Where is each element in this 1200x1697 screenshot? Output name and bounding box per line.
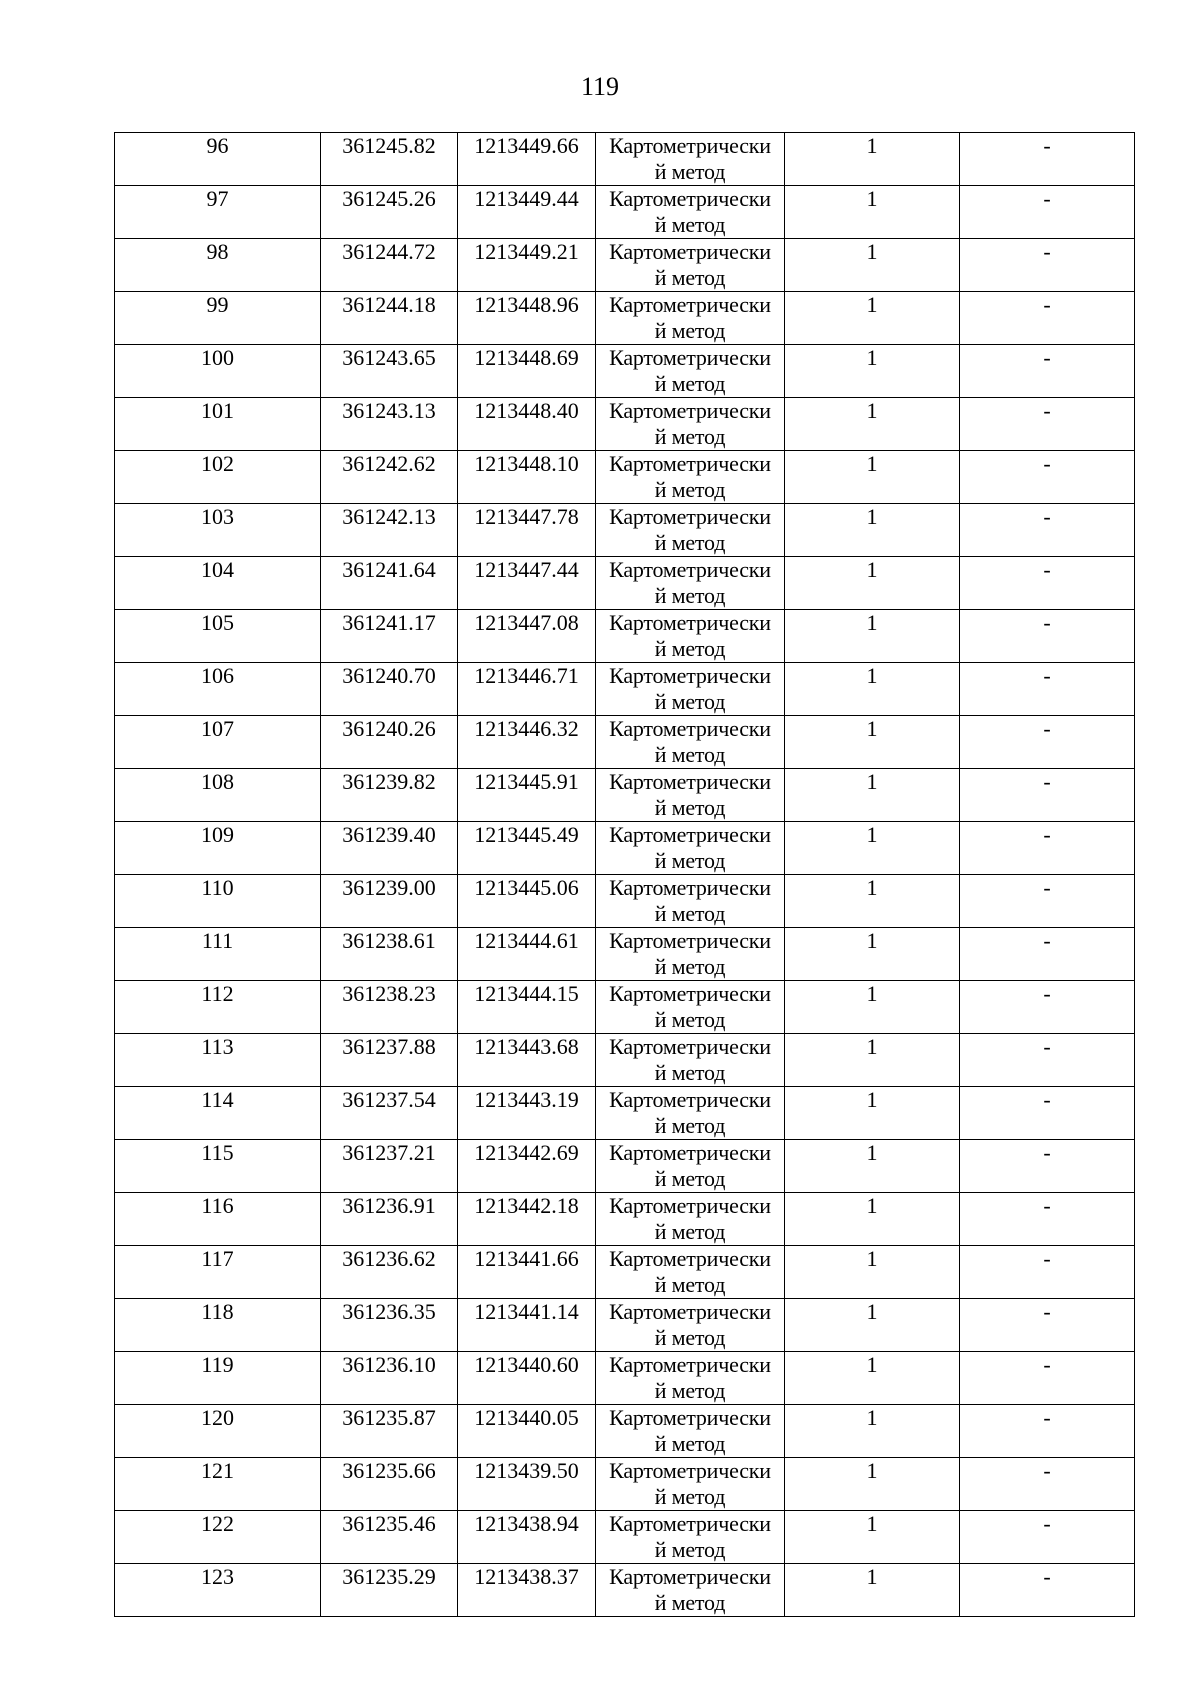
note-cell: - — [960, 928, 1135, 981]
note-cell: - — [960, 1564, 1135, 1617]
coordinate-y-cell: 1213446.71 — [458, 663, 596, 716]
coordinate-x-cell: 361235.87 — [321, 1405, 458, 1458]
method-text-line-1: Картометрически — [609, 1352, 771, 1377]
point-number-cell: 120 — [115, 1405, 321, 1458]
point-number-cell: 110 — [115, 875, 321, 928]
point-number-cell: 119 — [115, 1352, 321, 1405]
point-number-cell: 105 — [115, 610, 321, 663]
coordinate-x-cell: 361235.66 — [321, 1458, 458, 1511]
point-number-cell: 99 — [115, 292, 321, 345]
method-cell — [596, 663, 785, 716]
point-number-cell: 116 — [115, 1193, 321, 1246]
table-row — [115, 1352, 1135, 1405]
coordinate-x-cell: 361240.70 — [321, 663, 458, 716]
coordinate-x-cell: 361235.29 — [321, 1564, 458, 1617]
table-row — [115, 822, 1135, 875]
method-text-line-1: Картометрически — [609, 398, 771, 423]
method-text-line-1: Картометрически — [609, 822, 771, 847]
coordinate-y-cell: 1213449.66 — [458, 133, 596, 186]
method-text-line-2: й метод — [654, 848, 726, 873]
accuracy-cell: 1 — [785, 1352, 960, 1405]
accuracy-cell: 1 — [785, 1511, 960, 1564]
method-cell — [596, 1458, 785, 1511]
table-row — [115, 186, 1135, 239]
coordinate-x-cell: 361238.23 — [321, 981, 458, 1034]
accuracy-cell: 1 — [785, 451, 960, 504]
method-text-line-1: Картометрически — [609, 557, 771, 582]
table-row — [115, 1246, 1135, 1299]
accuracy-cell: 1 — [785, 557, 960, 610]
coordinate-y-cell: 1213447.78 — [458, 504, 596, 557]
point-number-cell: 98 — [115, 239, 321, 292]
method-text-line-2: й метод — [654, 477, 726, 502]
table-row — [115, 133, 1135, 186]
method-text-line-2: й метод — [654, 1484, 726, 1509]
accuracy-cell: 1 — [785, 1140, 960, 1193]
note-cell: - — [960, 822, 1135, 875]
coordinate-x-cell: 361245.26 — [321, 186, 458, 239]
coordinate-x-cell: 361239.40 — [321, 822, 458, 875]
method-cell — [596, 504, 785, 557]
coordinate-x-cell: 361240.26 — [321, 716, 458, 769]
method-cell — [596, 557, 785, 610]
note-cell: - — [960, 557, 1135, 610]
method-text-line-2: й метод — [654, 954, 726, 979]
accuracy-cell: 1 — [785, 663, 960, 716]
method-text-line-2: й метод — [654, 265, 726, 290]
method-text-line-1: Картометрически — [609, 981, 771, 1006]
method-text-line-2: й метод — [654, 212, 726, 237]
coordinate-x-cell: 361245.82 — [321, 133, 458, 186]
method-cell — [596, 1140, 785, 1193]
coordinate-x-cell: 361244.72 — [321, 239, 458, 292]
table-row — [115, 1405, 1135, 1458]
method-text-line-1: Картометрически — [609, 451, 771, 476]
method-text-line-2: й метод — [654, 1378, 726, 1403]
method-cell — [596, 451, 785, 504]
point-number-cell: 100 — [115, 345, 321, 398]
method-text-line-1: Картометрически — [609, 1299, 771, 1324]
point-number-cell: 97 — [115, 186, 321, 239]
accuracy-cell: 1 — [785, 1564, 960, 1617]
point-number-cell: 108 — [115, 769, 321, 822]
note-cell: - — [960, 239, 1135, 292]
accuracy-cell: 1 — [785, 1087, 960, 1140]
coordinate-y-cell: 1213443.19 — [458, 1087, 596, 1140]
coordinate-x-cell: 361239.00 — [321, 875, 458, 928]
method-text-line-2: й метод — [654, 583, 726, 608]
method-text-line-1: Картометрически — [609, 928, 771, 953]
table-row — [115, 1299, 1135, 1352]
method-text-line-1: Картометрически — [609, 875, 771, 900]
coordinate-x-cell: 361241.64 — [321, 557, 458, 610]
method-text-line-2: й метод — [654, 1590, 726, 1615]
method-text-line-1: Картометрически — [609, 610, 771, 635]
note-cell: - — [960, 663, 1135, 716]
method-text-line-1: Картометрически — [609, 186, 771, 211]
method-text-line-2: й метод — [654, 1325, 726, 1350]
method-text-line-2: й метод — [654, 371, 726, 396]
table-row — [115, 239, 1135, 292]
note-cell: - — [960, 1405, 1135, 1458]
coordinate-x-cell: 361236.10 — [321, 1352, 458, 1405]
table-row — [115, 292, 1135, 345]
coordinate-x-cell: 361241.17 — [321, 610, 458, 663]
table-row — [115, 1087, 1135, 1140]
method-text-line-2: й метод — [654, 742, 726, 767]
table-row — [115, 716, 1135, 769]
method-text-line-2: й метод — [654, 1007, 726, 1032]
method-text-line-1: Картометрически — [609, 1087, 771, 1112]
accuracy-cell: 1 — [785, 186, 960, 239]
table-row — [115, 398, 1135, 451]
accuracy-cell: 1 — [785, 769, 960, 822]
point-number-cell: 112 — [115, 981, 321, 1034]
method-text-line-1: Картометрически — [609, 663, 771, 688]
accuracy-cell: 1 — [785, 239, 960, 292]
accuracy-cell: 1 — [785, 1246, 960, 1299]
method-text-line-1: Картометрически — [609, 1193, 771, 1218]
note-cell: - — [960, 1246, 1135, 1299]
coordinate-y-cell: 1213447.44 — [458, 557, 596, 610]
method-text-line-1: Картометрически — [609, 504, 771, 529]
method-cell — [596, 1087, 785, 1140]
coordinate-x-cell: 361244.18 — [321, 292, 458, 345]
coordinate-x-cell: 361236.91 — [321, 1193, 458, 1246]
note-cell: - — [960, 345, 1135, 398]
accuracy-cell: 1 — [785, 716, 960, 769]
method-text-line-1: Картометрически — [609, 1511, 771, 1536]
method-text-line-2: й метод — [654, 795, 726, 820]
method-text-line-2: й метод — [654, 1537, 726, 1562]
table-row — [115, 1511, 1135, 1564]
accuracy-cell: 1 — [785, 1034, 960, 1087]
table-row — [115, 875, 1135, 928]
table-row — [115, 928, 1135, 981]
table-row — [115, 1034, 1135, 1087]
method-cell — [596, 769, 785, 822]
point-number-cell: 123 — [115, 1564, 321, 1617]
note-cell: - — [960, 1299, 1135, 1352]
accuracy-cell: 1 — [785, 928, 960, 981]
coordinate-x-cell: 361243.13 — [321, 398, 458, 451]
coordinate-y-cell: 1213445.49 — [458, 822, 596, 875]
point-number-cell: 107 — [115, 716, 321, 769]
method-text-line-2: й метод — [654, 424, 726, 449]
method-cell — [596, 1246, 785, 1299]
point-number-cell: 109 — [115, 822, 321, 875]
note-cell: - — [960, 1034, 1135, 1087]
table-row — [115, 1193, 1135, 1246]
method-cell — [596, 345, 785, 398]
coordinate-y-cell: 1213444.61 — [458, 928, 596, 981]
coordinate-x-cell: 361242.13 — [321, 504, 458, 557]
table-row — [115, 1140, 1135, 1193]
coordinate-y-cell: 1213441.14 — [458, 1299, 596, 1352]
coordinate-x-cell: 361235.46 — [321, 1511, 458, 1564]
table-row — [115, 663, 1135, 716]
coordinate-y-cell: 1213438.94 — [458, 1511, 596, 1564]
method-text-line-1: Картометрически — [609, 239, 771, 264]
method-text-line-2: й метод — [654, 636, 726, 661]
note-cell: - — [960, 769, 1135, 822]
method-cell — [596, 133, 785, 186]
coordinate-x-cell: 361237.54 — [321, 1087, 458, 1140]
coordinate-y-cell: 1213438.37 — [458, 1564, 596, 1617]
accuracy-cell: 1 — [785, 1405, 960, 1458]
coordinate-y-cell: 1213442.18 — [458, 1193, 596, 1246]
note-cell: - — [960, 504, 1135, 557]
coordinate-y-cell: 1213447.08 — [458, 610, 596, 663]
method-text-line-1: Картометрически — [609, 1140, 771, 1165]
accuracy-cell: 1 — [785, 292, 960, 345]
note-cell: - — [960, 186, 1135, 239]
accuracy-cell: 1 — [785, 875, 960, 928]
coordinate-x-cell: 361242.62 — [321, 451, 458, 504]
table-row — [115, 451, 1135, 504]
coordinate-x-cell: 361239.82 — [321, 769, 458, 822]
method-cell — [596, 1034, 785, 1087]
coordinate-y-cell: 1213448.96 — [458, 292, 596, 345]
accuracy-cell: 1 — [785, 981, 960, 1034]
method-cell — [596, 875, 785, 928]
method-text-line-2: й метод — [654, 159, 726, 184]
method-cell — [596, 1299, 785, 1352]
coordinate-y-cell: 1213439.50 — [458, 1458, 596, 1511]
note-cell: - — [960, 1140, 1135, 1193]
coordinate-y-cell: 1213448.69 — [458, 345, 596, 398]
page-number: 119 — [580, 72, 620, 101]
method-cell — [596, 1564, 785, 1617]
table-row — [115, 345, 1135, 398]
point-number-cell: 114 — [115, 1087, 321, 1140]
accuracy-cell: 1 — [785, 1193, 960, 1246]
method-cell — [596, 1352, 785, 1405]
note-cell: - — [960, 1193, 1135, 1246]
point-number-cell: 117 — [115, 1246, 321, 1299]
method-text-line-1: Картометрически — [609, 716, 771, 741]
note-cell: - — [960, 716, 1135, 769]
accuracy-cell: 1 — [785, 398, 960, 451]
method-cell — [596, 239, 785, 292]
coordinate-y-cell: 1213445.06 — [458, 875, 596, 928]
point-number-cell: 111 — [115, 928, 321, 981]
note-cell: - — [960, 398, 1135, 451]
coordinate-y-cell: 1213448.40 — [458, 398, 596, 451]
method-text-line-1: Картометрически — [609, 1246, 771, 1271]
method-text-line-2: й метод — [654, 1113, 726, 1138]
coordinate-y-cell: 1213448.10 — [458, 451, 596, 504]
note-cell: - — [960, 292, 1135, 345]
note-cell: - — [960, 610, 1135, 663]
coordinate-y-cell: 1213445.91 — [458, 769, 596, 822]
method-cell — [596, 928, 785, 981]
coordinates-table — [114, 132, 1135, 1617]
method-cell — [596, 1405, 785, 1458]
method-text-line-2: й метод — [654, 318, 726, 343]
method-cell — [596, 610, 785, 663]
point-number-cell: 122 — [115, 1511, 321, 1564]
point-number-cell: 118 — [115, 1299, 321, 1352]
table-row — [115, 557, 1135, 610]
method-text-line-2: й метод — [654, 1431, 726, 1456]
point-number-cell: 106 — [115, 663, 321, 716]
coordinate-x-cell: 361237.21 — [321, 1140, 458, 1193]
table-row — [115, 769, 1135, 822]
coordinate-y-cell: 1213449.44 — [458, 186, 596, 239]
method-text-line-1: Картометрически — [609, 1458, 771, 1483]
note-cell: - — [960, 981, 1135, 1034]
coordinate-x-cell: 361237.88 — [321, 1034, 458, 1087]
point-number-cell: 96 — [115, 133, 321, 186]
method-text-line-1: Картометрически — [609, 345, 771, 370]
note-cell: - — [960, 1087, 1135, 1140]
accuracy-cell: 1 — [785, 345, 960, 398]
method-text-line-1: Картометрически — [609, 292, 771, 317]
coordinate-y-cell: 1213442.69 — [458, 1140, 596, 1193]
accuracy-cell: 1 — [785, 610, 960, 663]
coordinate-y-cell: 1213441.66 — [458, 1246, 596, 1299]
point-number-cell: 115 — [115, 1140, 321, 1193]
method-text-line-1: Картометрически — [609, 769, 771, 794]
method-cell — [596, 1193, 785, 1246]
coordinate-x-cell: 361243.65 — [321, 345, 458, 398]
table-body — [115, 133, 1135, 1617]
method-cell — [596, 1511, 785, 1564]
method-text-line-2: й метод — [654, 1272, 726, 1297]
note-cell: - — [960, 451, 1135, 504]
accuracy-cell: 1 — [785, 1299, 960, 1352]
coordinate-x-cell: 361238.61 — [321, 928, 458, 981]
coordinate-y-cell: 1213446.32 — [458, 716, 596, 769]
coordinate-y-cell: 1213449.21 — [458, 239, 596, 292]
method-text-line-2: й метод — [654, 530, 726, 555]
method-text-line-1: Картометрически — [609, 1564, 771, 1589]
accuracy-cell: 1 — [785, 504, 960, 557]
note-cell: - — [960, 1458, 1135, 1511]
note-cell: - — [960, 1352, 1135, 1405]
method-cell — [596, 981, 785, 1034]
note-cell: - — [960, 133, 1135, 186]
table-row — [115, 981, 1135, 1034]
point-number-cell: 121 — [115, 1458, 321, 1511]
point-number-cell: 113 — [115, 1034, 321, 1087]
method-text-line-1: Картометрически — [609, 133, 771, 158]
table-row — [115, 1458, 1135, 1511]
method-cell — [596, 292, 785, 345]
coordinate-y-cell: 1213440.05 — [458, 1405, 596, 1458]
table-row — [115, 504, 1135, 557]
coordinate-y-cell: 1213443.68 — [458, 1034, 596, 1087]
method-cell — [596, 398, 785, 451]
method-cell — [596, 716, 785, 769]
accuracy-cell: 1 — [785, 133, 960, 186]
point-number-cell: 104 — [115, 557, 321, 610]
coordinate-y-cell: 1213444.15 — [458, 981, 596, 1034]
point-number-cell: 103 — [115, 504, 321, 557]
method-text-line-2: й метод — [654, 1060, 726, 1085]
point-number-cell: 101 — [115, 398, 321, 451]
method-text-line-2: й метод — [654, 689, 726, 714]
method-text-line-1: Картометрически — [609, 1405, 771, 1430]
accuracy-cell: 1 — [785, 1458, 960, 1511]
note-cell: - — [960, 875, 1135, 928]
note-cell: - — [960, 1511, 1135, 1564]
table-row — [115, 1564, 1135, 1617]
method-cell — [596, 822, 785, 875]
coordinate-x-cell: 361236.62 — [321, 1246, 458, 1299]
method-text-line-2: й метод — [654, 1219, 726, 1244]
coordinate-y-cell: 1213440.60 — [458, 1352, 596, 1405]
method-text-line-1: Картометрически — [609, 1034, 771, 1059]
method-text-line-2: й метод — [654, 901, 726, 926]
accuracy-cell: 1 — [785, 822, 960, 875]
method-text-line-2: й метод — [654, 1166, 726, 1191]
method-cell — [596, 186, 785, 239]
coordinate-x-cell: 361236.35 — [321, 1299, 458, 1352]
table-row — [115, 610, 1135, 663]
point-number-cell: 102 — [115, 451, 321, 504]
